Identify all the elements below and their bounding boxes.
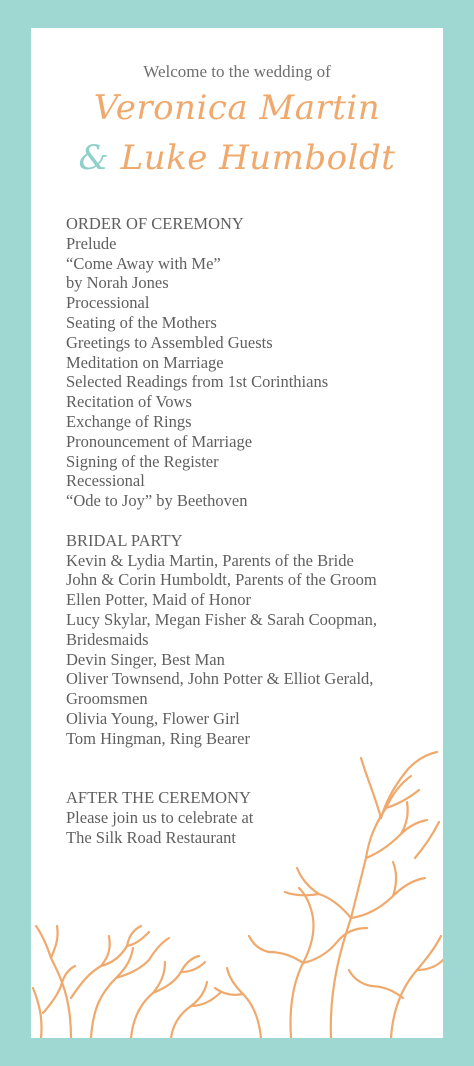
ceremony-line: by Norah Jones — [66, 273, 169, 293]
bridal-party-line: Olivia Young, Flower Girl — [66, 708, 240, 728]
wedding-program-card — [31, 28, 443, 1038]
bridal-party-line: Lucy Skylar, Megan Fisher & Sarah Coopman, — [66, 609, 377, 629]
after-line: The Silk Road Restaurant — [66, 827, 237, 847]
after-line: Please join us to celebrate at — [66, 807, 254, 827]
bridal-party-section — [66, 531, 426, 749]
ceremony-line: Exchange of Rings — [66, 411, 192, 431]
ceremony-line: Recessional — [66, 471, 145, 491]
ceremony-line: Meditation on Marriage — [66, 352, 224, 372]
ceremony-line: Processional — [66, 293, 150, 313]
bridal-party-line: Kevin & Lydia Martin, Parents of the Bride — [66, 550, 354, 570]
bridal-party-line: Groomsmen — [66, 689, 148, 709]
ceremony-section — [66, 214, 426, 511]
ceremony-line: “Come Away with Me” — [66, 253, 221, 273]
ceremony-line: “Ode to Joy” by Beethoven — [66, 491, 248, 511]
bridal-party-line: Oliver Townsend, John Potter & Elliot Gerald, — [66, 669, 374, 689]
ceremony-line: Pronouncement of Marriage — [66, 431, 253, 451]
ceremony-line: Seating of the Mothers — [66, 312, 217, 332]
bridal-party-line: Tom Hingman, Ring Bearer — [66, 728, 250, 748]
groom-name: Luke Humboldt — [120, 138, 396, 178]
bridal-party-line: John & Corin Humboldt, Parents of the Groom — [66, 570, 377, 590]
ceremony-line: Prelude — [66, 233, 117, 253]
ceremony-line: Selected Readings from 1st Corinthians — [66, 372, 329, 392]
ampersand: & — [78, 138, 110, 178]
ceremony-heading: ORDER OF CEREMONY — [66, 214, 244, 233]
coral-illustration — [31, 738, 443, 1038]
bridal-party-line: Bridesmaids — [66, 629, 149, 649]
ceremony-line: Greetings to Assembled Guests — [66, 332, 273, 352]
after-heading: AFTER THE CEREMONY — [66, 788, 251, 808]
ceremony-line: Recitation of Vows — [66, 392, 192, 412]
welcome-line: Welcome to the wedding of — [143, 62, 331, 81]
bridal-party-heading: BRIDAL PARTY — [66, 530, 183, 550]
bridal-party-line: Devin Singer, Best Man — [66, 649, 225, 669]
ceremony-line: Signing of the Register — [66, 451, 219, 471]
bridal-party-line: Ellen Potter, Maid of Honor — [66, 590, 251, 610]
couple-second-line — [31, 138, 443, 178]
bride-name: Veronica Martin — [93, 88, 381, 128]
